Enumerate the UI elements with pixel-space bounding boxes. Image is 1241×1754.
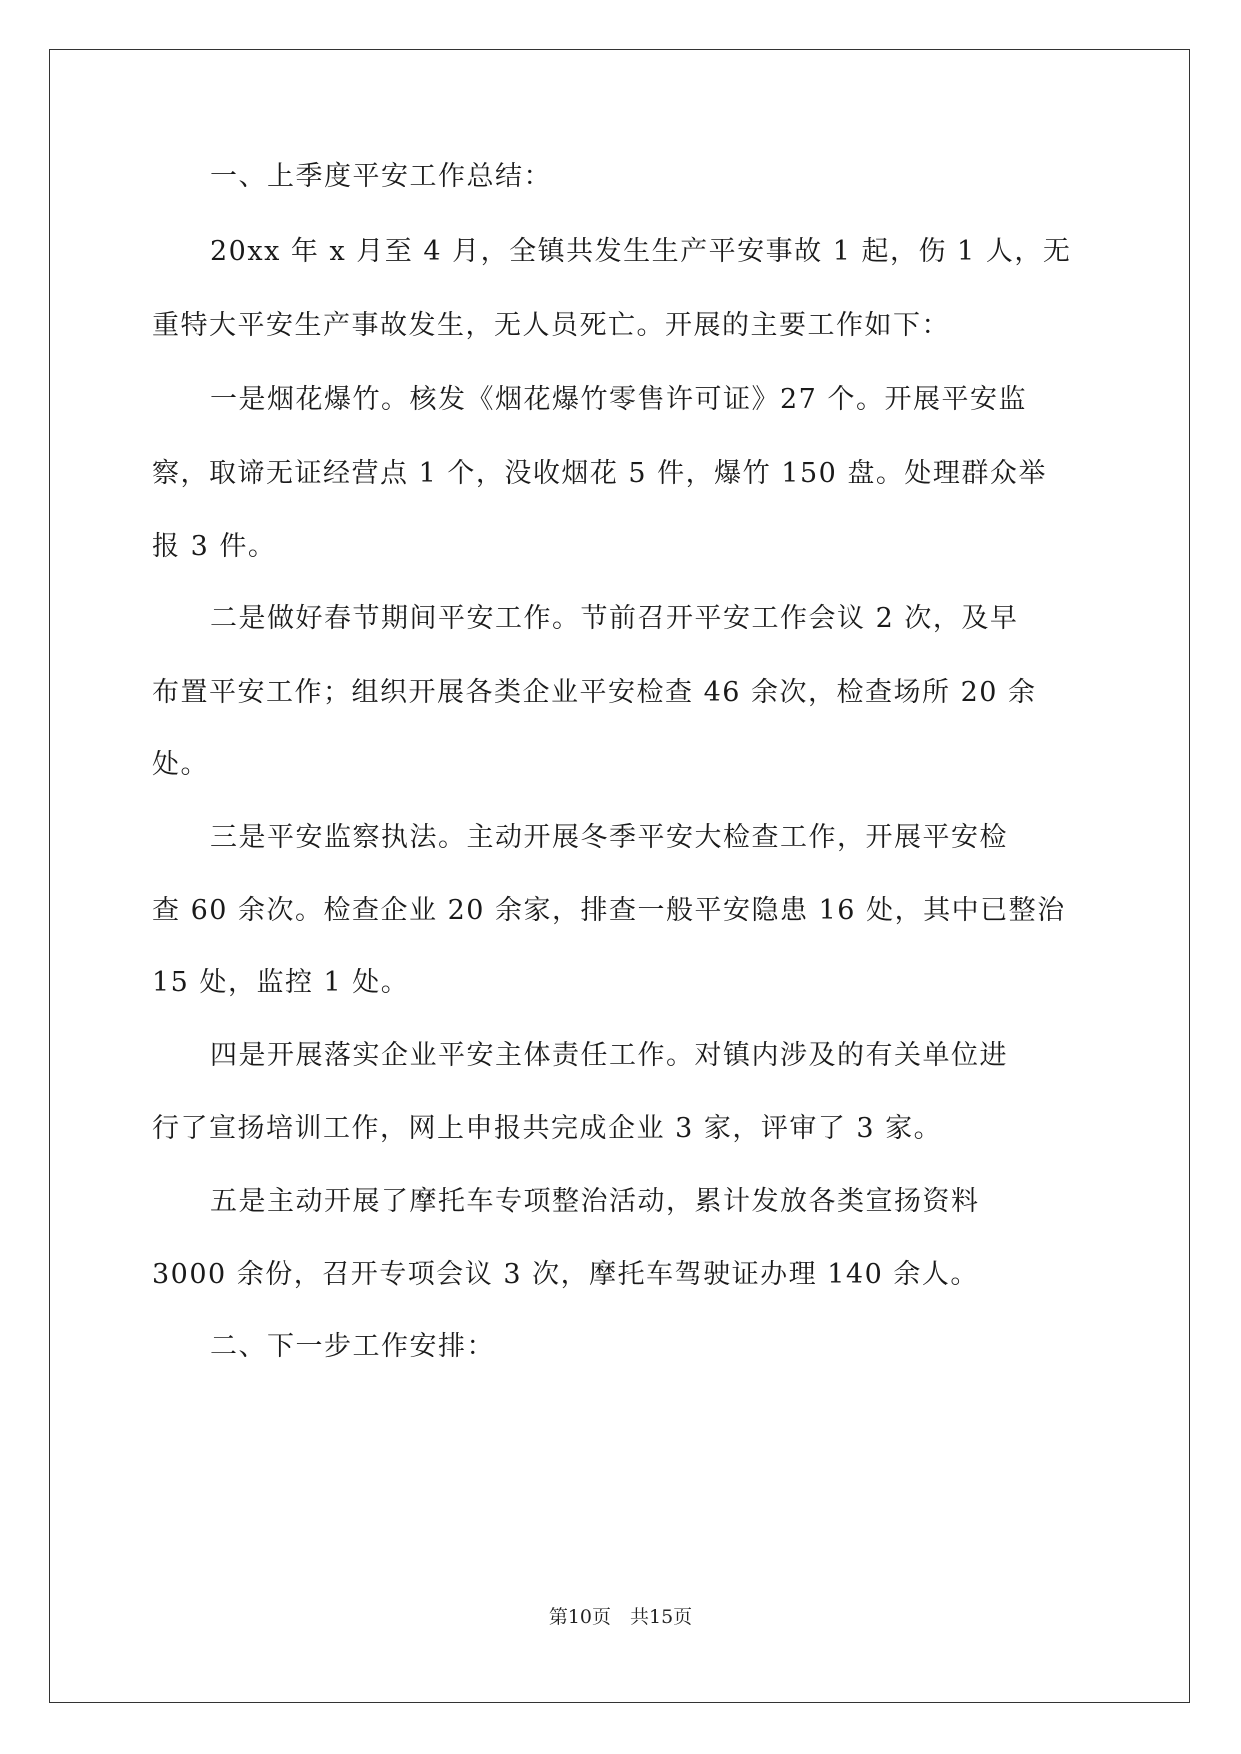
- paragraph-line: 三是平安监察执法。主动开展冬季平安大检查工作，开展平安检: [210, 822, 1008, 853]
- page-border: [49, 49, 1190, 1703]
- paragraph-line: 重特大平安生产事故发生，无人员死亡。开展的主要工作如下：: [152, 310, 950, 341]
- paragraph-line: 3000 余份，召开专项会议 3 次，摩托车驾驶证办理 140 余人。: [152, 1259, 979, 1290]
- paragraph-line: 二是做好春节期间平安工作。节前召开平安工作会议 2 次，及早: [210, 603, 1019, 634]
- paragraph-line: 四是开展落实企业平安主体责任工作。对镇内涉及的有关单位进: [210, 1040, 1008, 1071]
- paragraph-line: 行了宣扬培训工作，网上申报共完成企业 3 家，评审了 3 家。: [152, 1113, 943, 1144]
- paragraph-line: 20xx 年 x 月至 4 月，全镇共发生生产平安事故 1 起，伤 1 人，无: [210, 236, 1072, 267]
- paragraph-line: 报 3 件。: [152, 531, 277, 562]
- paragraph-line: 布置平安工作；组织开展各类企业平安检查 46 余次，检查场所 20 余: [152, 677, 1037, 708]
- section-heading-1: 一、上季度平安工作总结：: [210, 161, 552, 192]
- page-number: 第10页 共15页: [548, 1606, 693, 1628]
- section-heading-2: 二、下一步工作安排：: [210, 1331, 495, 1362]
- paragraph-line: 查 60 余次。检查企业 20 余家，排查一般平安隐患 16 处，其中已整治: [152, 895, 1066, 926]
- paragraph-line: 察，取谛无证经营点 1 个，没收烟花 5 件，爆竹 150 盘。处理群众举: [152, 458, 1047, 489]
- paragraph-line: 15 处，监控 1 处。: [152, 967, 410, 998]
- paragraph-line: 处。: [152, 749, 209, 780]
- paragraph-line: 一是烟花爆竹。核发《烟花爆竹零售许可证》27 个。开展平安监: [210, 384, 1027, 415]
- paragraph-line: 五是主动开展了摩托车专项整治活动，累计发放各类宣扬资料: [210, 1186, 980, 1217]
